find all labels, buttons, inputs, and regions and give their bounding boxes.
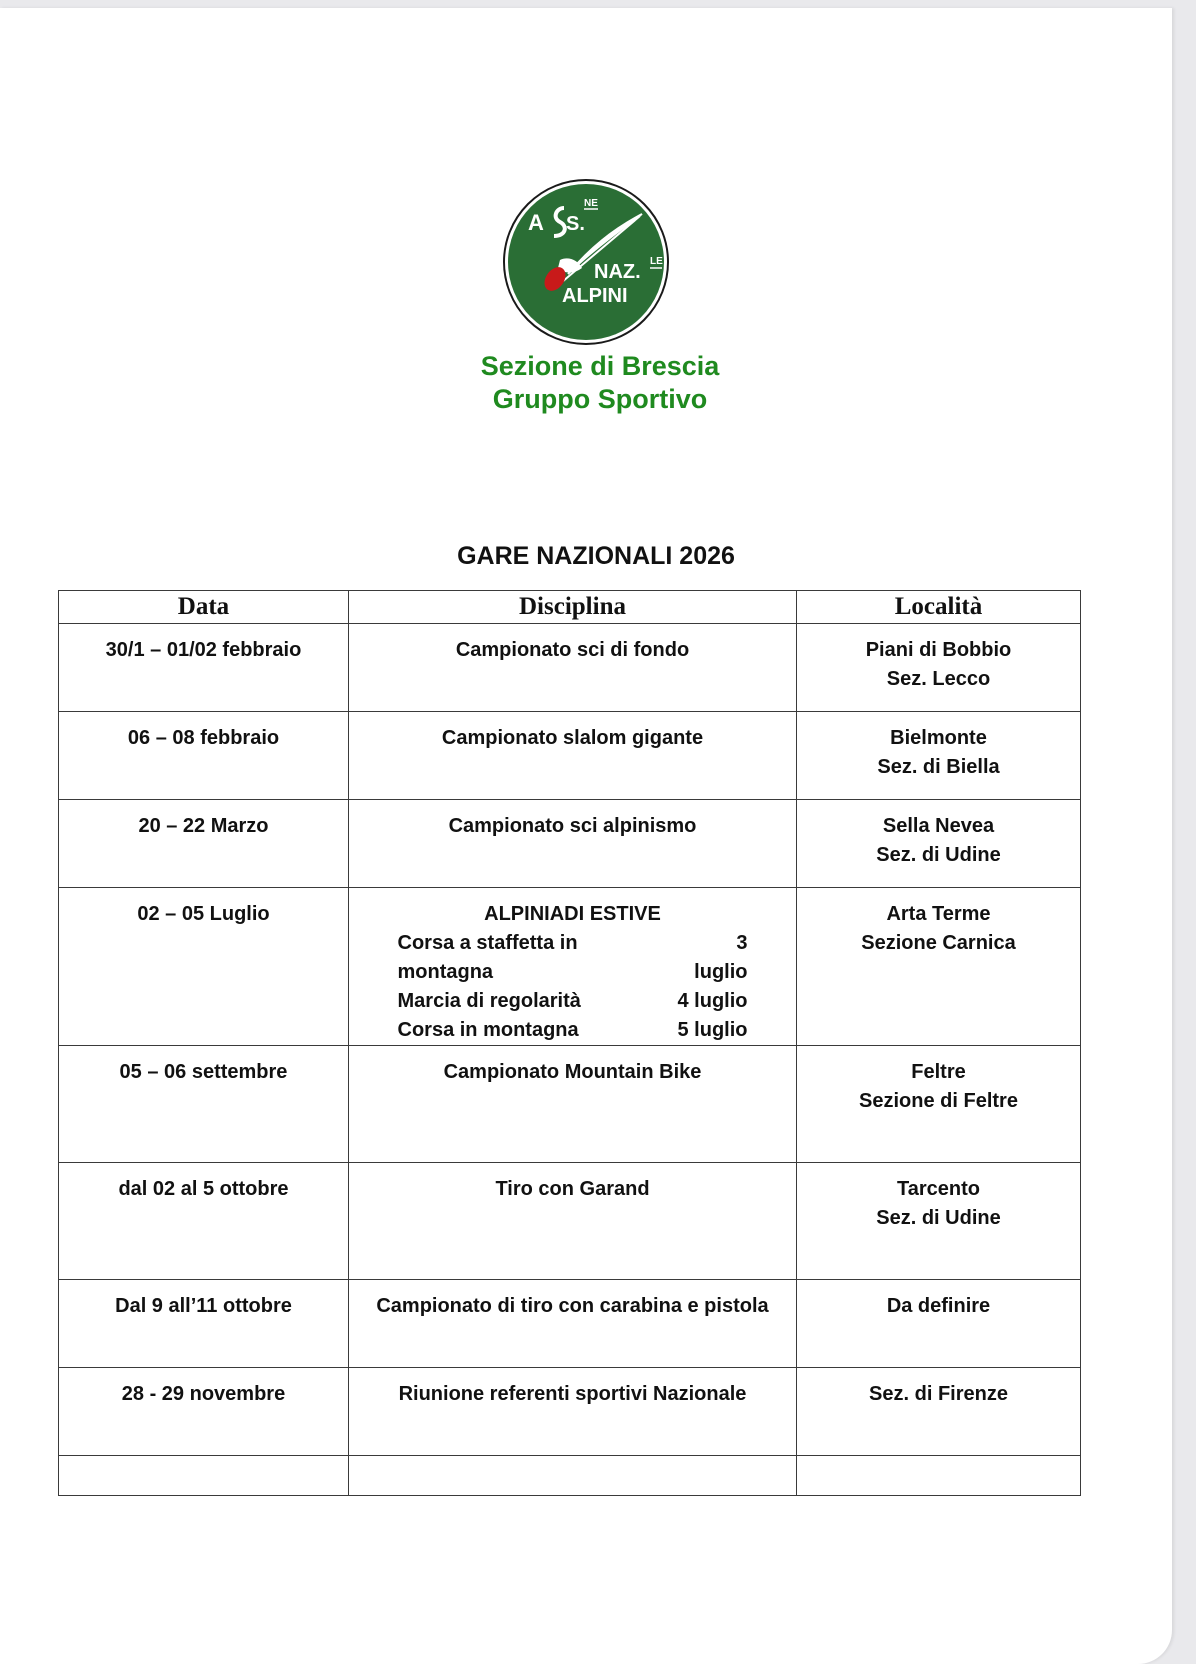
table-header-row	[59, 591, 1081, 624]
section-name: Sezione di Brescia	[480, 351, 720, 381]
sub-event	[398, 987, 748, 1016]
cell-empty	[349, 1456, 797, 1496]
cell-discipline: Campionato sci di fondo	[349, 624, 797, 712]
document-page	[0, 8, 1172, 1664]
cell-date: 20 – 22 Marzo	[59, 800, 349, 888]
cell-date: 05 – 06 settembre	[59, 1046, 349, 1163]
cell-discipline: Campionato di tiro con carabina e pistola	[349, 1280, 797, 1368]
table-row	[59, 800, 1081, 888]
header-date: Data	[59, 591, 349, 624]
svg-text:LE: LE	[650, 256, 663, 267]
sub-event	[398, 1016, 748, 1045]
header-location: Località	[797, 591, 1081, 624]
sub-event-name: Corsa a staffetta in montagna	[397, 932, 578, 983]
sub-event-name: Marcia di regolarità	[397, 990, 581, 1012]
location-place: Piani di Bobbio	[865, 639, 1012, 661]
location-section: Sezione di Feltre	[859, 1090, 1018, 1112]
location-place: Arta Terme	[886, 903, 991, 925]
sub-event	[398, 929, 748, 987]
sub-event-name: Corsa in montagna	[397, 1019, 579, 1041]
cell-location	[797, 1163, 1081, 1280]
location-section: Sezione Carnica	[861, 932, 1016, 954]
table-row	[59, 1046, 1081, 1163]
table-row	[59, 624, 1081, 712]
table-row	[59, 888, 1081, 1046]
cell-location	[797, 624, 1081, 712]
table-row	[59, 1163, 1081, 1280]
cell-date: Dal 9 all’11 ottobre	[59, 1280, 349, 1368]
cell-discipline: Campionato sci alpinismo	[349, 800, 797, 888]
location-place: Da definire	[886, 1295, 991, 1317]
cell-discipline: Campionato slalom gigante	[349, 712, 797, 800]
sub-event-list	[398, 929, 748, 1045]
cell-empty	[59, 1456, 349, 1496]
sub-event-day: 4 luglio	[677, 990, 748, 1012]
cell-location	[797, 1368, 1081, 1456]
sub-event-day: 5 luglio	[677, 1019, 748, 1041]
svg-text:ALPINI: ALPINI	[562, 285, 628, 307]
cell-location	[797, 1046, 1081, 1163]
cell-discipline: Campionato Mountain Bike	[349, 1046, 797, 1163]
table-row	[59, 1280, 1081, 1368]
header-discipline: Disciplina	[349, 591, 797, 624]
table-row	[59, 1368, 1081, 1456]
cell-location	[797, 888, 1081, 1046]
cell-empty	[797, 1456, 1081, 1496]
table-row-empty	[59, 1456, 1081, 1496]
sub-event-day: 3 luglio	[694, 932, 748, 983]
svg-text:NAZ.: NAZ.	[594, 261, 641, 283]
organization-header	[400, 350, 800, 416]
group-name: Gruppo Sportivo	[492, 384, 708, 414]
location-place: Tarcento	[897, 1178, 980, 1200]
location-section: Sez. Lecco	[886, 668, 991, 690]
cell-discipline	[349, 888, 797, 1046]
cell-date: 28 - 29 novembre	[59, 1368, 349, 1456]
cell-location	[797, 1280, 1081, 1368]
cell-date: 02 – 05 Luglio	[59, 888, 349, 1046]
cell-date: 30/1 – 01/02 febbraio	[59, 624, 349, 712]
cell-discipline: Tiro con Garand	[349, 1163, 797, 1280]
cell-location	[797, 712, 1081, 800]
svg-text:A: A	[528, 210, 544, 235]
location-place: Sez. di Firenze	[869, 1383, 1008, 1405]
document-title: GARE NAZIONALI 2026	[457, 542, 735, 570]
location-place: Sella Nevea	[882, 815, 995, 837]
location-place: Feltre	[911, 1061, 966, 1083]
svg-text:S.: S.	[566, 213, 585, 235]
event-title: ALPINIADI ESTIVE	[484, 903, 661, 925]
location-section: Sez. di Udine	[876, 1207, 1001, 1229]
cell-date: 06 – 08 febbraio	[59, 712, 349, 800]
events-table	[58, 590, 1081, 1496]
cell-location	[797, 800, 1081, 888]
cell-date: dal 02 al 5 ottobre	[59, 1163, 349, 1280]
svg-text:NE: NE	[584, 198, 598, 209]
location-place: Bielmonte	[890, 727, 987, 749]
cell-discipline: Riunione referenti sportivi Nazionale	[349, 1368, 797, 1456]
location-section: Sez. di Udine	[876, 844, 1001, 866]
table-row	[59, 712, 1081, 800]
location-section: Sez. di Biella	[877, 756, 1000, 778]
ana-alpini-logo	[502, 178, 670, 346]
